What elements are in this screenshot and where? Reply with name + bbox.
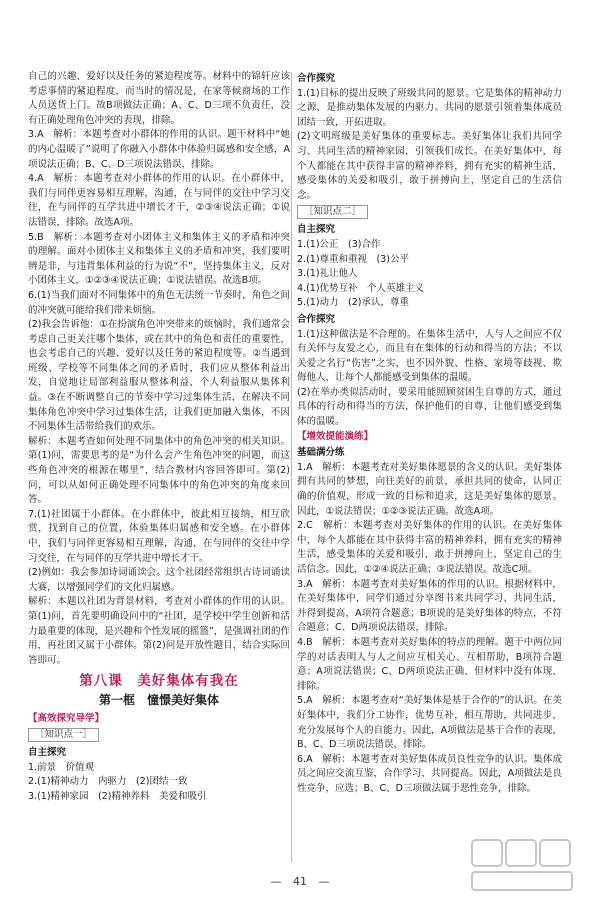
cooperate-answer-2: (2)文明班级是美好集体的重要标志。美好集体让我们共同学习、共同生活的精神家园，引领我们成长。在美好集体中，每个人都能在其中获得丰富的精神养料，拥有充实的精神生活，感受集体的关爱和吸引，敢于拼搏向上，坚定自己的生活信念。	[297, 131, 562, 201]
answer-item: 3.A 解析：本题考查对美好集体的作用的认识。根据材料中，在美好集体中，同学们通过分享图书来共同学习、共同生活，并得到提高，A项符合题意；B项说的是美好集体的特点，不符合题意；C、D两项说法错误，排除。	[297, 578, 562, 634]
subheading: 自主探究	[28, 747, 67, 759]
section-title: 第一框 憧憬美好集体	[98, 692, 219, 707]
answer-4: 4.A 解析：本题考查对小群体的作用的认识。在小群体中，我们与同伴更容易相互理解，沟通，在与同伴的交往中学习交往，在与同伴的互学共进中增长才干，②③④说法正确；①说法错误，排除。故选A项。	[28, 173, 290, 228]
watermark-logo	[470, 838, 580, 894]
answer-5: 5.B 解析：本题考查对小团体主义和集体主义的矛盾和冲突的理解。面对小团体主义和集体主义的矛盾和冲突，我们要明辨是非，与违背集体利益的行为说“不”，坚持集体主义，反对小团体主义，①②③④说法正确；①说法错误。故选B项。	[28, 231, 290, 287]
section-tag: 【增效提能演练】	[297, 430, 374, 442]
subheading: 合作探究	[297, 73, 336, 84]
column-divider	[291, 72, 292, 862]
list-item: 3.(1)礼让他人	[297, 268, 358, 280]
answer-item: 4.B 解析：本题考查对美好集体的特点的理解。题干中两位同学的对话表明人与人之间应互相关心、互相帮助，B项符合题意；A项说法错误；C、D两项说法正确，但材料中没有体现，排除。	[297, 636, 562, 692]
answer-7-1: 7.(1)社团属于小群体。在小群体中，彼此相互接纳，相互欣赏，找到自己的位置，体验集体归属感和安全感。在小群体中，我们与同伴更容易相互理解，沟通，在与同伴的交往中学习交往，在与同伴的互学共进中增长才干。	[28, 508, 290, 564]
list-item: 1.(1)公正 (3)合作	[297, 238, 381, 250]
answer-6-1: 6.(1)当我们面对不同集体中的角色无法统一节奏时，角色之间的冲突就可能给我们带来烦恼。	[28, 289, 290, 316]
lesson-title: 第八课 美好集体有我在	[79, 673, 239, 690]
subheading: 合作探究	[297, 313, 336, 325]
right-column	[297, 70, 562, 797]
subheading: 基础满分练	[297, 447, 345, 459]
answer-6-2: (2)我会告诉他：①在扮演角色冲突带来的烦恼时，我们通常会考虑自己更关注哪个集体，或在其中的角色和责任的重要性，也会考虑自己的兴趣、爱好以及任务的紧迫程度等。②当遇到班级、学校等不同集体之间的矛盾时，我们应从整体利益出发，自觉地让局部利益服从整体利益，个人利益服从集体利益。③在不断调整自己的节奏中学习过集体生活，在解决不同集体角色冲突中学习过集体生活，让我们更加融入集体，不因不同集体生活带给我们的欢乐。	[28, 319, 290, 433]
section-tag: 【高效探究导学】	[28, 712, 105, 724]
subheading: 自主探究	[297, 224, 336, 236]
page-number-value: 41	[293, 875, 307, 888]
answer-3: 3.A 解析：本题考查对小群体的作用的认识。题干材料中“她的内心温暖了”说明了你融入小群体中体验归属感和安全感，A项说法正确；B、C、D三项说法错误，排除。	[28, 129, 290, 170]
page-number: — 41 —	[270, 875, 330, 888]
cooperate-answer-2: (2)在举办类似活动时，要采用能照顾贫困生自尊的方式，通过具体的行动和得当的方法，保护他们的自尊，让他们感受到集体的温暖。	[297, 386, 562, 428]
list-item: 1.前景 价值观	[28, 761, 95, 773]
list-item: 2.(1)精神动力 内驱力 (2)团结一致	[28, 776, 188, 788]
list-item: 2.(1)尊重和重视 (3)公平	[297, 253, 409, 265]
cooperate-answer-1: 1.(1)这种做法是不合理的。在集体生活中，人与人之间应不仅有关怀与友爱之心，而且有在集体的行动和得当的方法；不以关爱之名行“伤害”之实，也不因外貌、性格、家境等歧视、欺侮他人，让每个人都能感受到集体的温暖。	[297, 328, 562, 384]
knowledge-point-label: ［知识点一］	[28, 728, 99, 742]
answer-6-analysis: 解析：本题考查如何处理不同集体中的角色冲突的相关知识。第(1)问，需要思考的是“为什么会产生角色冲突的问题，而这些角色冲突的根源在哪里”，结合教材内容回答即可。第(2)问，可以从如何正确处理不同集体中的角色冲突的角度来回答。	[28, 435, 290, 506]
answer-item: 1.A 解析：本题考查对美好集体愿景的含义的认识。美好集体拥有共同的梦想，向往美好的前景，承担共同的使命，认同正确的价值观，形成一致的目标和追求，这是美好集体的愿景。因此，①说法错误；①②③说法正确。故选A项。	[297, 461, 562, 517]
list-item: 4.(1)优势互补 个人英雄主义	[297, 282, 425, 294]
left-column	[28, 70, 290, 805]
cooperate-answer-1: 1.(1)目标的提出反映了班级共同的愿景。它是集体的精神动力之源，是推动集体发展的内驱力。共同的愿景引领着集体成员团结一致，开拓进取。	[297, 87, 562, 128]
answer-item: 5.A 解析：本题考查对“美好集体是基于合作的”的认识。在美好集体中，我们分工协作，优势互补，相互帮助，共同进步，充分发展每个人的自能力。因此，A项做法是基于合作的表现，B、C、D三项说法错误，排除。	[297, 695, 562, 751]
answer-7-2: (2)例如：我会参加诗词诵读会。这个社团经常组织古诗词诵读大赛，以增强同学们的文化归属感。	[28, 567, 290, 593]
answer-item: 6.A 解析：本题考查对美好集体成员良性竞争的认识。集体成员之间应交流互鉴，合作学习，共同提高。因此，A项做法是良性竞争，应选；B、C、D三项做法属于恶性竞争，排除。	[297, 753, 562, 794]
answer-7-analysis: 解析：本题以社团为背景材料，考查对小群体的作用的认识。第(1)问，首先要明确设问中的“社团，是学校中学生创新和活力最重要的体现，是兴趣和个性发展的摇篮”，是强调社团的作用，再社团又属于小群体。第(2)问是开放性题目，结合实际回答即可。	[28, 596, 290, 666]
list-item: 3.(1)精神家园 (2)精神养料 美爱和吸引	[28, 790, 207, 802]
answer-item: 2.C 解析：本题考查对美好集体的作用的认识。在美好集体中，每个人都能在其中获得丰富的精神养料，拥有充实的精神生活，感受集体的关爱和吸引，敢于拼搏向上，坚定自己的生活信念。因此，①②④说法正确；③说法错误。故选C项。	[297, 520, 562, 575]
paragraph: 自己的兴趣、爱好以及任务的紧迫程度等。材料中的锦轩应该考虑事情的紧迫程度，而当时的情况是，在家等候商场的工作人员送货上门。故B项做法正确；A、C、D三项不负责任，没有正确处理角色冲突的表现，排除。	[28, 71, 290, 126]
list-item: 5.(1)动力 (2)承认，尊重	[297, 297, 409, 309]
knowledge-point-label: ［知识点二］	[297, 205, 368, 219]
